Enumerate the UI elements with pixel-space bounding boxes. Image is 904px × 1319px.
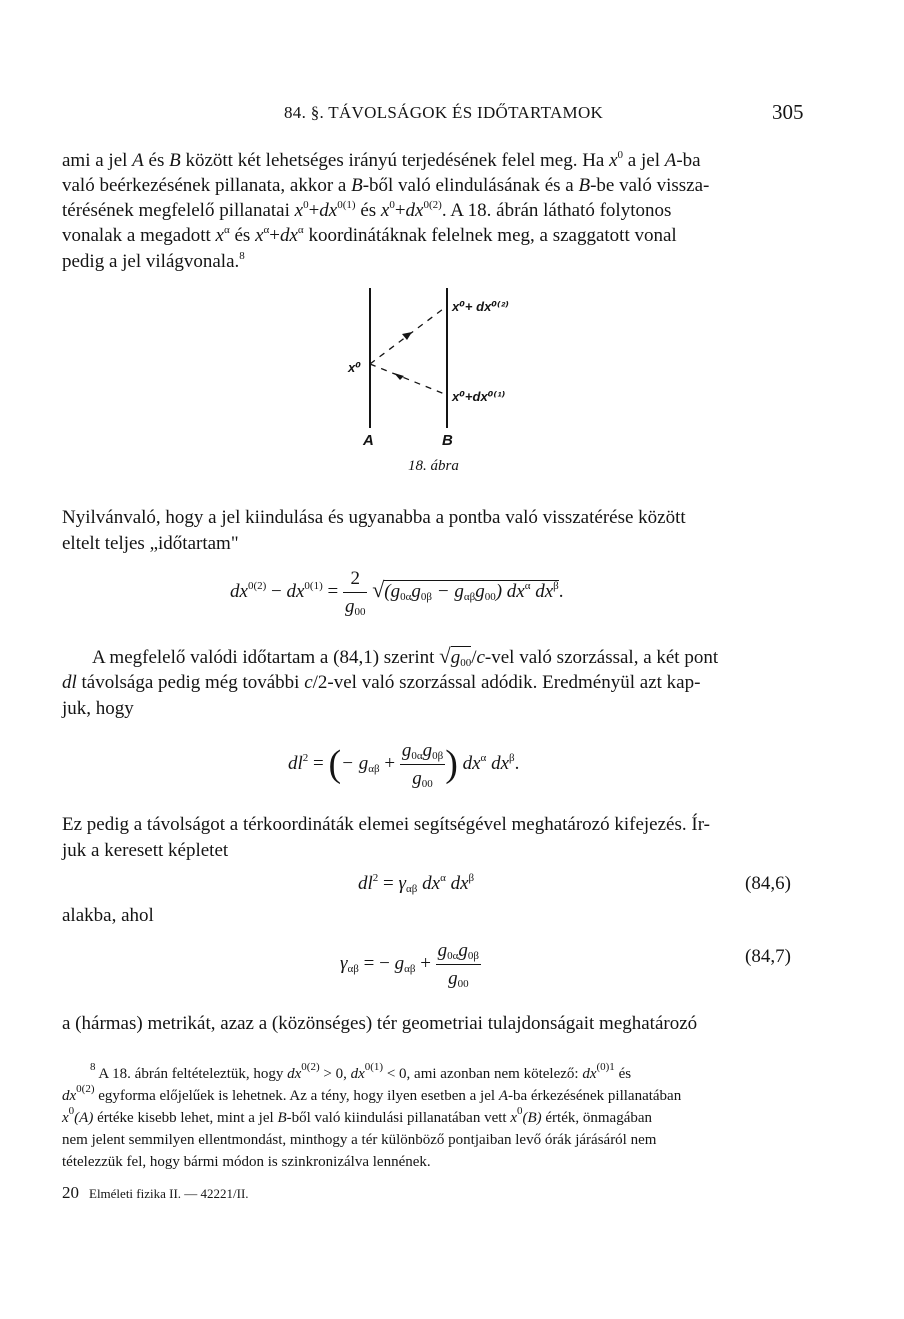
text: > 0, <box>319 1066 351 1082</box>
text: és <box>143 150 170 171</box>
text: 00 <box>484 590 496 603</box>
text: = − <box>358 952 395 974</box>
text: α <box>480 751 487 764</box>
text: dx <box>319 200 338 221</box>
text: dx <box>287 1066 302 1082</box>
numerator <box>436 938 481 965</box>
text: B <box>351 175 363 196</box>
imprint-text: Elméleti fizika II. — 42221/II. <box>89 1186 249 1201</box>
text: + <box>269 225 280 246</box>
p1-line <box>62 198 671 223</box>
text: dl <box>288 752 303 774</box>
fn-line: tételezzük fel, hogy bármi módon is szinkronizálva lennének. <box>62 1154 431 1170</box>
fraction <box>436 938 481 991</box>
label-x0: x⁰ <box>348 360 361 375</box>
text: − <box>266 580 287 602</box>
text: . A 18. ábrán látható folytonos <box>441 200 672 221</box>
text: 0α <box>400 590 412 603</box>
text: -ba érkezésének pillanatában <box>507 1088 682 1104</box>
text: és <box>229 225 256 246</box>
numerator: 2 <box>343 566 368 593</box>
text: x <box>62 1110 69 1126</box>
text: α <box>297 224 304 236</box>
fn-line <box>90 1063 631 1085</box>
p4-line: juk a keresett képletet <box>62 840 229 861</box>
text: -ba <box>676 150 701 171</box>
text: α <box>524 579 531 592</box>
label-top: x⁰+ dx⁰⁽²⁾ <box>452 299 509 314</box>
paren: ( <box>328 743 342 785</box>
p1-line <box>62 148 701 173</box>
text: x <box>215 225 224 246</box>
p4-line: Ez pedig a távolságot a térkoordináták elemei segítségével meghatározó kifejezés. Ír- <box>62 814 710 835</box>
denominator <box>436 965 481 991</box>
paren: ) <box>445 743 458 785</box>
text: való beérkezésének pillanata, akkor a <box>62 175 352 196</box>
text: vonalak a megadott <box>62 225 216 246</box>
text: között két lehetséges irányú terjedésének felel meg. Ha <box>180 150 610 171</box>
text: 2 <box>302 751 309 764</box>
text: g <box>450 647 461 668</box>
footnote-mark: 8 <box>90 1061 96 1073</box>
p2-line: eltelt teljes „időtartam" <box>62 533 239 554</box>
text: egyforma előjelűek is lehetnek. Az a tény, hogy ilyen esetben a jel <box>94 1088 499 1104</box>
text: dx <box>405 200 424 221</box>
text: g <box>448 968 458 989</box>
text: < 0, ami azonban nem kötelező: <box>383 1066 583 1082</box>
text: − g <box>341 752 369 774</box>
p6-line: a (hármas) metrikát, azaz a (közönséges) tér geometriai tulajdonságait meghatározó <box>62 1013 698 1034</box>
running-header: 84. §. TÁVOLSÁGOK ÉS IDŐTARTAMOK <box>284 103 604 122</box>
text: 00 <box>421 778 433 790</box>
text: dx <box>457 752 481 774</box>
equation-number: (84,7) <box>745 946 791 967</box>
equation-84-7 <box>340 938 481 991</box>
equation-84-6 <box>358 871 474 896</box>
text: -ből való elindulásának és a <box>362 175 579 196</box>
p5-line: alakba, ahol <box>62 905 154 926</box>
text: 0(1) <box>364 1061 384 1073</box>
text: g <box>344 596 355 617</box>
text: A <box>664 150 677 171</box>
fraction <box>400 738 445 791</box>
text: 00 <box>354 606 366 618</box>
text: B <box>169 150 181 171</box>
label-a: A <box>363 432 374 449</box>
p3-line <box>62 670 700 695</box>
text: β <box>553 579 559 592</box>
text: x <box>255 225 264 246</box>
arrow-icon <box>394 373 404 380</box>
text: 0(2) <box>301 1061 320 1073</box>
text: − g <box>432 580 464 602</box>
label-bottom: x⁰+dx⁰⁽¹⁾ <box>452 389 506 404</box>
text: g <box>401 740 412 761</box>
text: 0β <box>432 750 444 762</box>
text: c <box>476 647 485 668</box>
text: g <box>412 768 422 789</box>
text: (g <box>384 580 401 602</box>
denominator <box>343 593 368 619</box>
text: 2 <box>372 872 379 884</box>
equation-2 <box>288 738 519 791</box>
text: 0 <box>303 199 309 211</box>
equation-1 <box>230 566 564 619</box>
sqrt-symbol: √ <box>372 576 385 602</box>
radicand <box>451 646 472 668</box>
text: + <box>308 200 320 221</box>
text: és <box>614 1066 632 1082</box>
text: 00 <box>460 657 472 669</box>
text: 0 <box>389 199 395 211</box>
text: αβ <box>347 962 359 975</box>
text: g <box>458 940 468 961</box>
text: pedig a jel világvonala. <box>62 251 240 272</box>
text: dx <box>350 1066 365 1082</box>
text: x <box>380 200 390 221</box>
imprint <box>62 1183 249 1203</box>
text: + <box>415 952 436 974</box>
text: = <box>322 580 343 602</box>
numerator <box>400 738 445 765</box>
text: = <box>308 752 329 774</box>
text: -ből való kiindulási pillanatában vett <box>286 1110 511 1126</box>
text: . <box>514 752 520 774</box>
text: β <box>468 872 475 884</box>
text: 0 <box>617 149 624 161</box>
text: αβ <box>463 590 476 603</box>
text: értéke kisebb lehet, mint a jel <box>93 1110 278 1126</box>
text: g <box>422 740 433 761</box>
text: x <box>609 150 618 171</box>
text: ami a jel <box>62 150 133 171</box>
page-number: 305 <box>772 100 804 124</box>
sqrt-symbol: √ <box>439 644 451 668</box>
text: dx <box>582 1066 597 1082</box>
text: A <box>132 150 144 171</box>
fn-line <box>62 1085 681 1107</box>
text: 0(1) <box>337 199 356 211</box>
text: a jel <box>623 150 665 171</box>
text: 0 <box>516 1105 523 1117</box>
text: g <box>437 940 448 961</box>
label-b: B <box>442 432 453 449</box>
text: g <box>475 580 485 602</box>
signature-number: 20 <box>62 1183 79 1202</box>
text: c <box>304 672 313 693</box>
text: αβ <box>404 962 416 975</box>
text: /2-vel való szorzással adódik. Eredményül azt kap- <box>312 672 701 693</box>
text: α <box>263 224 270 236</box>
p1-line <box>62 173 709 198</box>
text: γ <box>340 952 348 974</box>
text: α <box>223 224 230 236</box>
text: dx <box>279 225 298 246</box>
text: + <box>394 200 406 221</box>
text: ) dx <box>495 580 525 602</box>
text: . <box>558 580 564 602</box>
text: -vel való szorzással, a két pont <box>484 647 719 668</box>
figure-caption: 18. ábra <box>408 458 459 474</box>
text: 0β <box>420 590 432 603</box>
text: érték, önmagában <box>541 1110 653 1126</box>
text: 0 <box>68 1105 75 1117</box>
p3-line <box>92 644 718 670</box>
text: g <box>411 580 421 602</box>
text: koordinátáknak felelnek meg, a szaggatott vonal <box>303 225 677 246</box>
denominator <box>400 765 445 791</box>
text: (B) <box>522 1110 542 1126</box>
text: dx <box>62 1088 77 1104</box>
text: és <box>355 200 381 221</box>
text: 0α <box>447 950 459 962</box>
text: B <box>277 1110 287 1126</box>
text: 0(2) <box>76 1083 95 1095</box>
text: 0(1) <box>304 579 323 592</box>
text: A 18. ábrán feltételeztük, hogy <box>95 1066 288 1082</box>
text: 0α <box>411 750 423 762</box>
text: x <box>294 200 304 221</box>
signal-outgoing-path <box>370 364 447 395</box>
text: 0(2) <box>423 199 442 211</box>
p2-line: Nyilvánvaló, hogy a jel kiindulása és ugyanabba a pontba való visszatérése között <box>62 507 686 528</box>
text: α <box>440 872 446 884</box>
text: 0(2) <box>247 579 267 592</box>
text: dl <box>358 873 373 894</box>
footnote-ref: 8 <box>239 250 245 262</box>
text: 0β <box>467 950 480 962</box>
text: β <box>509 751 515 764</box>
text: B <box>578 175 591 196</box>
text: térésének megfelelő pillanatai <box>62 200 295 221</box>
text: g <box>394 952 405 974</box>
text: αβ <box>368 762 380 775</box>
text: dl <box>62 672 77 693</box>
p1-line <box>62 249 245 274</box>
text: = <box>378 873 399 894</box>
text: γ <box>398 873 406 894</box>
text: x <box>510 1110 517 1126</box>
p3-line: juk, hogy <box>62 698 134 719</box>
text: dx <box>230 580 248 602</box>
text: / <box>471 647 477 668</box>
text: dx <box>286 580 305 602</box>
text: A <box>498 1088 508 1104</box>
text: (A) <box>74 1110 94 1126</box>
text: -be való vissza- <box>590 175 710 196</box>
text: dx <box>445 873 469 894</box>
fn-line: nem jelent semmilyen ellentmondást, minthogy a tér különböző pontjaiban levő órák járásáról nem <box>62 1132 657 1148</box>
text: 00 <box>457 978 469 990</box>
p1-line <box>62 223 677 248</box>
text: αβ <box>406 883 418 895</box>
equation-number: (84,6) <box>745 873 791 894</box>
text: távolsága pedig még további <box>76 672 305 693</box>
radicand <box>384 580 558 602</box>
text: (0)1 <box>596 1061 615 1073</box>
text: + <box>379 752 400 774</box>
text: dx <box>417 873 441 894</box>
fraction <box>343 566 368 619</box>
figure-18 <box>330 280 570 480</box>
fn-line <box>62 1107 652 1129</box>
text: dx <box>486 752 509 774</box>
text: dx <box>530 580 554 602</box>
text: A megfelelő valódi időtartam a (84,1) szerint <box>92 647 440 668</box>
